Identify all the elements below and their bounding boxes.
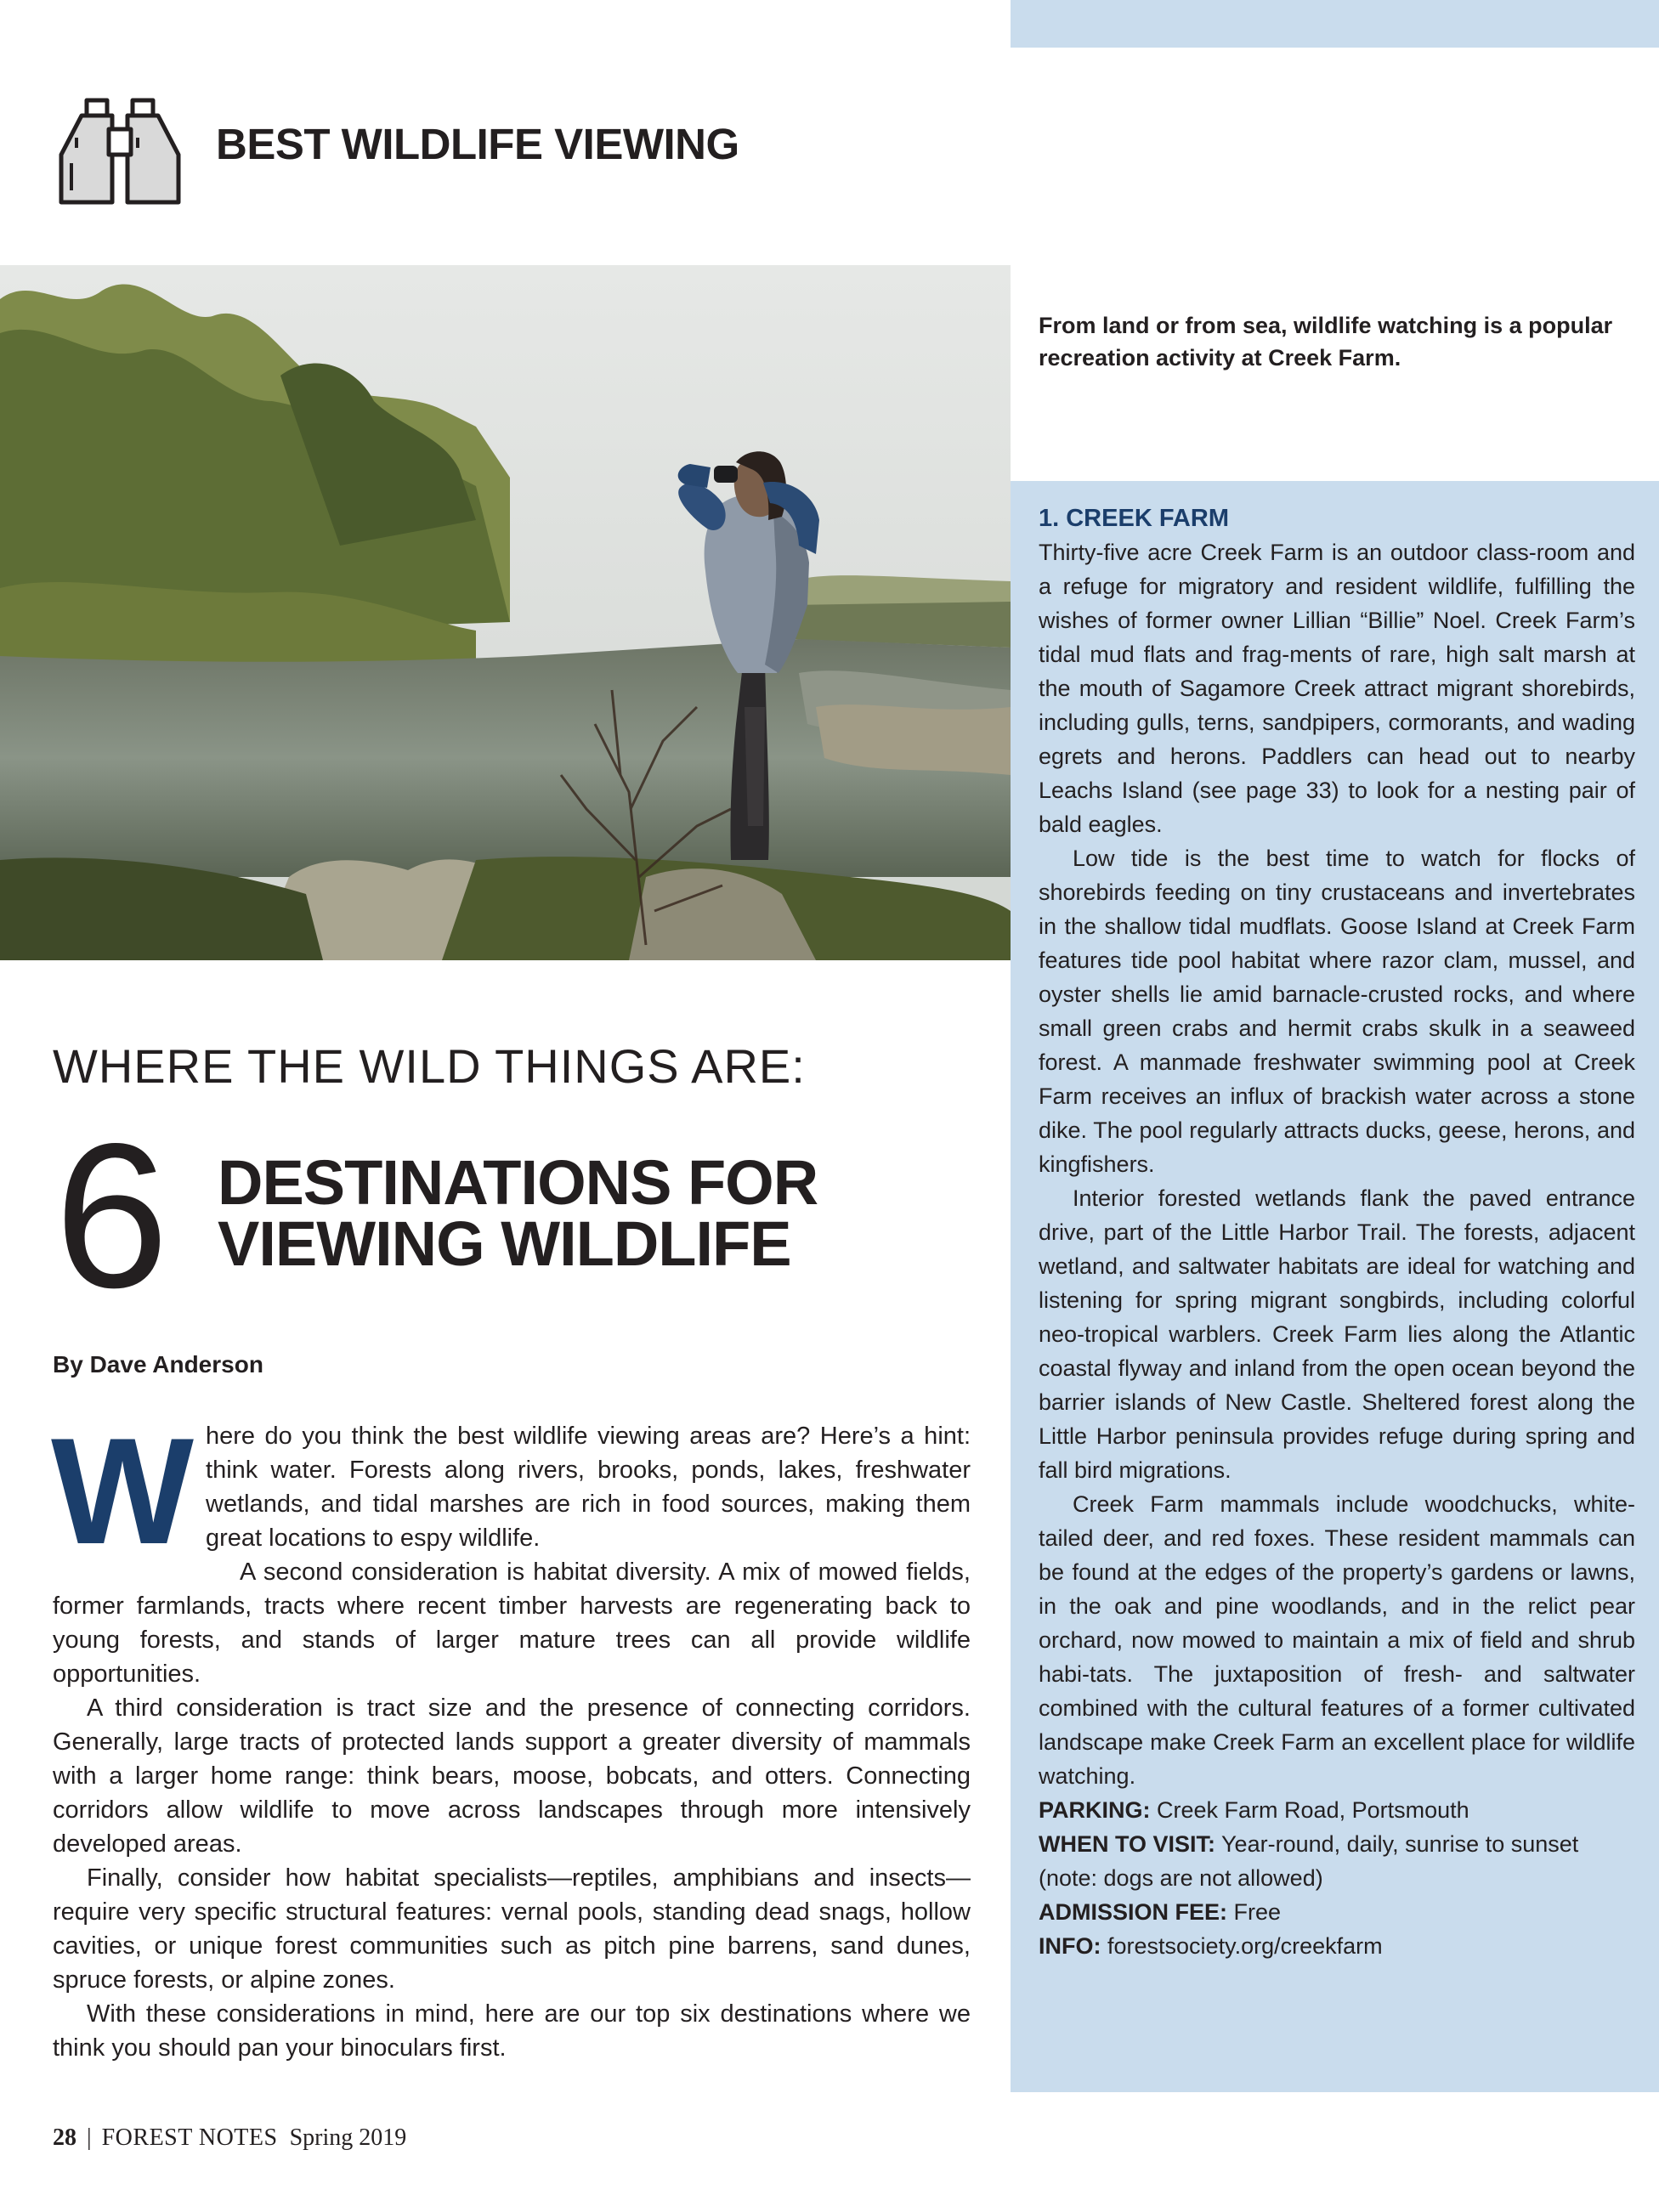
sidebar-heading: 1. CREEK FARM: [1039, 505, 1229, 532]
article-paragraph: A second consideration is habitat diversity. A mix of mowed fields, former farmlands, tracts where recent timber harvests are regenerating back to young forests, and stands of larger mature trees can all provide wildlife opportunities.: [53, 1559, 971, 1688]
headline-number: 6: [54, 1101, 162, 1331]
issue-date: Spring 2019: [289, 2124, 407, 2151]
photo-woman-with-binoculars: [0, 265, 1011, 960]
parking-value: Creek Farm Road, Portsmouth: [1157, 1797, 1469, 1823]
headline-line-2: VIEWING WILDLIFE: [218, 1208, 791, 1279]
info-link[interactable]: forestsociety.org/creekfarm: [1107, 1933, 1383, 1959]
sidebar-paragraph: Creek Farm mammals include woodchucks, white-tailed deer, and red foxes. These resident mammals can be found at the edges of the property’s gardens or lawns, in the oak and pine woodlands, and in the relict pear orchard, now mowed to maintain a mix of field and shrub habi-tats. The juxtaposition of fresh- and saltwater combined with the cultural features of a former cultivated landscape make Creek Farm an excellent place for wildlife watching.: [1039, 1491, 1635, 1789]
article-paragraph: Finally, consider how habitat specialists—reptiles, amphibians and insects—require very specific structural features: vernal pools, standing dead snags, hollow cavities, or unique forest communities such as pitch pine barrens, sand dunes, spruce forests, or alpine zones.: [53, 1864, 971, 1994]
article-headline: [218, 1147, 818, 1279]
article-body: [51, 1406, 971, 2065]
sidebar-paragraph: Thirty-five acre Creek Farm is an outdoor class-room and a refuge for migratory and resident wildlife, fulfilling the wishes of former owner Lillian “Billie” Noel. Creek Farm’s tidal mud flats and frag-ments of rare, high salt marsh at the mouth of Sagamore Creek attract migrant shorebirds, including gulls, terns, sandpipers, cormorants, and wading egrets and herons. Paddlers can head out to nearby Leachs Island (see page 33) to look for a nesting pair of bald eagles.: [1039, 540, 1635, 837]
photo-caption: From land or from sea, wildlife watching is a popular recreation activity at Creek Farm.: [1039, 313, 1613, 371]
section-title: BEST WILDLIFE VIEWING: [216, 120, 739, 168]
binoculars-icon: [56, 95, 184, 207]
article-paragraph: [51, 1406, 971, 1576]
parking-label: PARKING:: [1039, 1797, 1151, 1823]
page-footer: [53, 2124, 406, 2152]
sidebar-paragraph: Low tide is the best time to watch for flocks of shorebirds feeding on tiny crustaceans and invertebrates in the shallow tidal mudflats. Goose Island at Creek Farm features tide pool habitat where razor clam, mussel, and oyster shells lie amid barnacle-crusted rocks, and where small green crabs and hermit crabs skulk in a seaweed forest. A manmade freshwater swimming pool at Creek Farm receives an influx of brackish water across a stone dike. The pool regularly attracts ducks, geese, herons, and kingfishers.: [1039, 846, 1635, 1177]
section-header: [56, 95, 906, 214]
visit-value: Year-round, daily, sunrise to sunset (note: dogs are not allowed): [1039, 1831, 1579, 1891]
info-label: INFO:: [1039, 1933, 1101, 1959]
top-color-band: [1011, 0, 1659, 48]
footer-separator: |: [87, 2124, 92, 2151]
sidebar-creek-farm: [1011, 481, 1659, 2092]
parking-info: [1039, 1793, 1635, 1827]
visit-info: [1039, 1827, 1635, 1895]
publication-name: FOREST NOTES: [101, 2124, 278, 2151]
article-kicker: WHERE THE WILD THINGS ARE:: [53, 1039, 806, 1093]
fee-value: Free: [1233, 1899, 1282, 1925]
web-info: [1039, 1929, 1635, 1963]
sidebar-paragraph: Interior forested wetlands flank the paved entrance drive, part of the Little Harbor Trail. The forests, adjacent wetland, and saltwater habitats are ideal for watching and listening for spring migrant songbirds, including colorful neo-tropical warblers. Creek Farm lies along the Atlantic coastal flyway and inland from the open ocean beyond the barrier islands of New Castle. Sheltered forest along the Little Harbor peninsula provides refuge during spring and fall bird migrations.: [1039, 1185, 1635, 1483]
byline: By Dave Anderson: [53, 1351, 263, 1378]
headline-line-1: DESTINATIONS FOR: [218, 1147, 818, 1218]
visit-label: WHEN TO VISIT:: [1039, 1831, 1216, 1857]
article-paragraph: With these considerations in mind, here are our top six destinations where we think you should pan your binoculars first.: [53, 2000, 971, 2062]
fee-info: [1039, 1895, 1635, 1929]
page-number: 28: [53, 2124, 76, 2151]
article-paragraph: A third consideration is tract size and the presence of connecting corridors. Generally, large tracts of protected lands support a greater diversity of mammals with a larger home range: think bears, moose, bobcats, and otters. Connecting corridors allow wildlife to move across landscapes through more intensively developed areas.: [53, 1694, 971, 1858]
fee-label: ADMISSION FEE:: [1039, 1899, 1228, 1925]
article-paragraph-text: here do you think the best wildlife viewing areas are? Here’s a hint: think water. Forests along rivers, brooks, ponds, lakes, freshwater wetlands, and tidal marshes are rich in food sources, making them great locations to espy wildlife.: [206, 1423, 971, 1552]
drop-cap: W: [51, 1406, 195, 1576]
